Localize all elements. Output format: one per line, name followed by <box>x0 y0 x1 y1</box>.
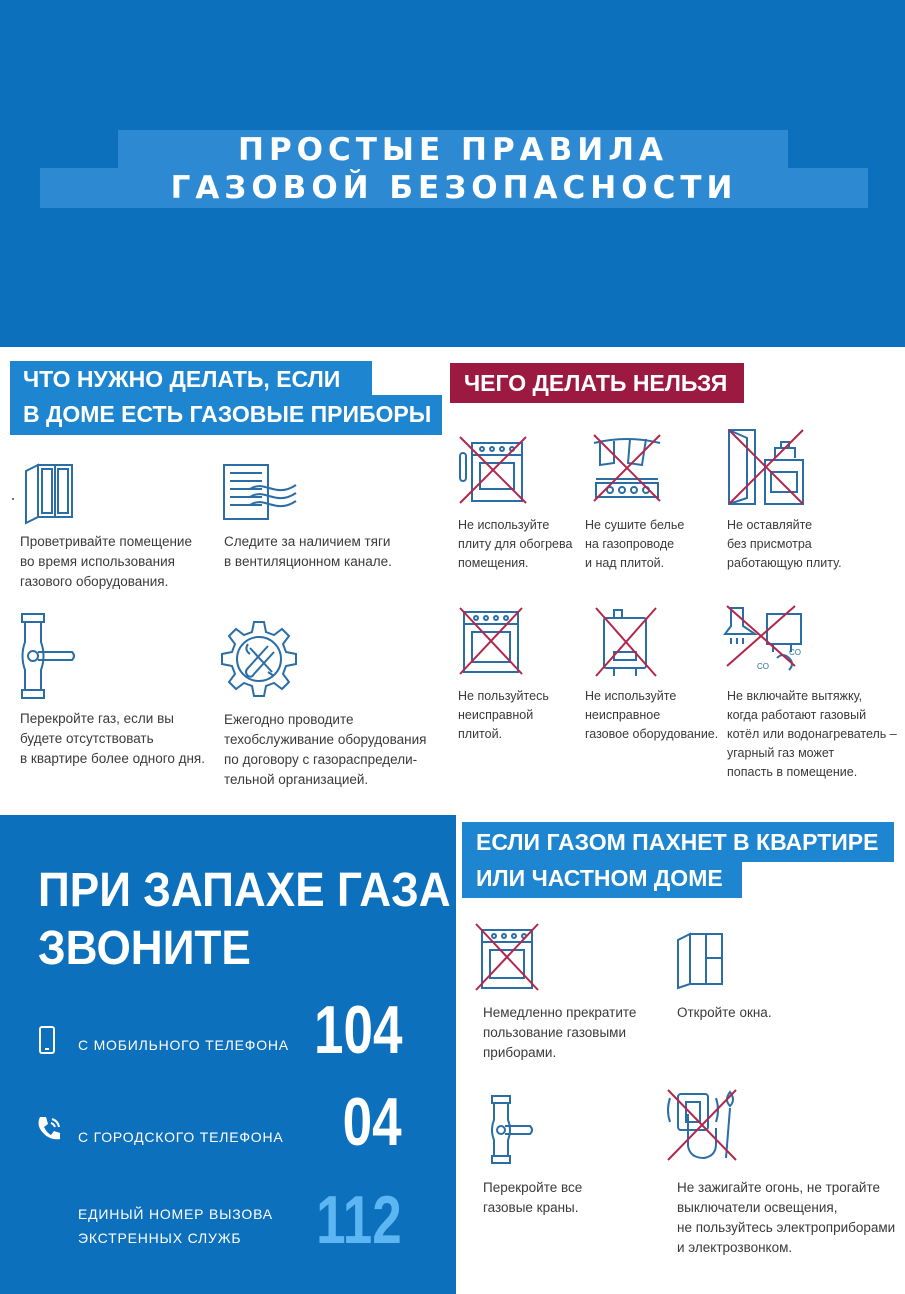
stove-heating-crossed-icon <box>456 433 528 505</box>
smell-item-3-text: Перекройте все газовые краны. <box>483 1180 583 1215</box>
laundry-crossed-icon <box>590 433 664 505</box>
dont-item-3-text: Не оставляйте без присмотра работающую плиту. <box>727 518 842 570</box>
stray-dot <box>12 498 14 500</box>
smell-heading-line-1: ЕСЛИ ГАЗОМ ПАХНЕТ В КВАРТИРЕ <box>462 822 894 862</box>
header-banner <box>0 0 905 347</box>
do-item-3-text: Перекройте газ, если вы будете отсутствовать в квартире более одного дня. <box>20 711 205 766</box>
do-item-2-text: Следите за наличием тяги в вентиляционном канале. <box>224 534 392 569</box>
smell-item-4-text: Не зажигайте огонь, не трогайте выключатели освещения, не пользуйтесь электроприборами и электрозвонком. <box>677 1180 896 1255</box>
call-panel <box>0 815 456 1294</box>
co-label-2: CO <box>789 648 801 657</box>
landline-number[interactable]: 04 <box>343 1084 402 1160</box>
dont-heading: ЧЕГО ДЕЛАТЬ НЕЛЬЗЯ <box>450 363 744 403</box>
no-fire-switch-icon <box>664 1084 744 1164</box>
unattended-stove-crossed-icon <box>725 428 807 506</box>
call-title-line-2: ЗВОНИТЕ <box>38 922 251 975</box>
smell-item-1-text: Немедленно прекратите пользование газовыми приборами. <box>483 1005 637 1060</box>
title-line-1: ПРОСТЫЕ ПРАВИЛА <box>118 130 788 170</box>
gas-valve-icon <box>18 612 78 700</box>
window-icon <box>22 461 78 523</box>
emergency-label-line-1: ЕДИНЫЙ НОМЕР ВЫЗОВА <box>78 1206 273 1222</box>
stove-crossed-icon <box>474 922 540 992</box>
do-heading-line-2: В ДОМЕ ЕСТЬ ГАЗОВЫЕ ПРИБОРЫ <box>10 395 442 435</box>
smell-item-2-text: Откройте окна. <box>677 1005 772 1020</box>
dont-item-6-text: Не включайте вытяжку, когда работают газовый котёл или водонагреватель – угарный газ может попасть в помещение. <box>727 689 897 779</box>
gas-tap-icon <box>488 1094 536 1166</box>
gear-wrench-icon <box>220 620 298 698</box>
do-heading-line-1: ЧТО НУЖНО ДЕЛАТЬ, ЕСЛИ <box>10 361 372 397</box>
do-item-4-text: Ежегодно проводите техобслуживание оборудования по договору с газораспредели- тельной организацией. <box>224 712 427 787</box>
mobile-number[interactable]: 104 <box>313 992 402 1068</box>
broken-boiler-crossed-icon <box>592 606 658 678</box>
title-line-2: ГАЗОВОЙ БЕЗОПАСНОСТИ <box>40 168 868 208</box>
mobile-phone-icon <box>38 1025 56 1055</box>
emergency-label-line-2: ЭКСТРЕННЫХ СЛУЖБ <box>78 1230 242 1246</box>
co-label: CO <box>757 662 769 671</box>
do-item-1-text: Проветривайте помещение во время использования газового оборудования. <box>20 534 192 589</box>
landline-label: С ГОРОДСКОГО ТЕЛЕФОНА <box>78 1129 284 1145</box>
ventilation-icon <box>220 463 298 523</box>
landline-phone-icon <box>36 1115 62 1141</box>
call-title-line-1: ПРИ ЗАПАХЕ ГАЗА <box>38 864 451 917</box>
dont-item-5-text: Не используйте неисправное газовое оборудование. <box>585 689 719 741</box>
broken-stove-crossed-icon <box>458 606 524 676</box>
emergency-number[interactable]: 112 <box>316 1182 402 1258</box>
dont-item-1-text: Не используйте плиту для обогрева помещения. <box>458 518 573 570</box>
dont-item-4-text: Не пользуйтесь неисправной плитой. <box>458 689 549 741</box>
open-window-icon <box>676 930 726 988</box>
dont-item-2-text: Не сушите белье на газопроводе и над плитой. <box>585 518 685 570</box>
smell-heading-line-2: ИЛИ ЧАСТНОМ ДОМЕ <box>462 858 742 898</box>
hood-boiler-crossed-icon <box>723 604 805 680</box>
mobile-label: С МОБИЛЬНОГО ТЕЛЕФОНА <box>78 1037 289 1053</box>
